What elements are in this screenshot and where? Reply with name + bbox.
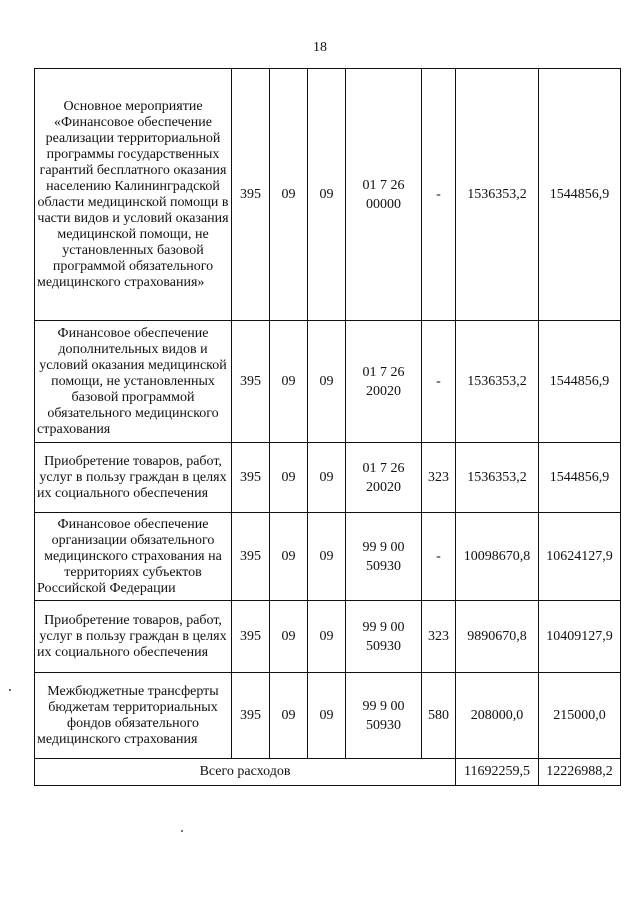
- target-code-line-1: 99 9 00: [362, 619, 405, 635]
- total-label: Всего расходов: [35, 759, 456, 786]
- row-name: Финансовое обеспечение организации обязательного медицинского страхования на территориях субъектов Российской Федерации: [35, 513, 232, 601]
- target-code-line-1: 01 7 26: [362, 460, 405, 476]
- expense-type-code: 323: [422, 601, 456, 673]
- subsection-code: 09: [308, 443, 346, 513]
- section-code: 09: [270, 321, 308, 443]
- scan-speck: [181, 830, 183, 832]
- sum-year-1: 1536353,2: [456, 443, 539, 513]
- section-code: 09: [270, 443, 308, 513]
- target-article-code: [346, 321, 422, 443]
- row-name: Приобретение товаров, работ, услуг в пользу граждан в целях их социального обеспечения: [35, 601, 232, 673]
- total-row: [35, 759, 621, 786]
- row-name: Межбюджетные трансферты бюджетам территориальных фондов обязательного медицинского страхования: [35, 673, 232, 759]
- section-code: 09: [270, 69, 308, 321]
- target-code-line-1: 01 7 26: [362, 364, 405, 380]
- subsection-code: 09: [308, 601, 346, 673]
- ministry-code: 395: [232, 69, 270, 321]
- row-name: Финансовое обеспечение дополнительных видов и условий оказания медицинской помощи, не установленных базовой программой обязательного медицинского страхования: [35, 321, 232, 443]
- page-number: 18: [313, 40, 327, 55]
- ministry-code: 395: [232, 321, 270, 443]
- ministry-code: 395: [232, 513, 270, 601]
- ministry-code: 395: [232, 673, 270, 759]
- sum-year-2: 1544856,9: [539, 321, 621, 443]
- target-article-code: [346, 443, 422, 513]
- total-sum-year-1: 11692259,5: [456, 759, 539, 786]
- target-code-line-2: 50930: [366, 717, 401, 733]
- table-row: [35, 443, 621, 513]
- budget-expenses-table: [34, 68, 621, 786]
- scan-speck: [9, 689, 11, 691]
- table-row: [35, 69, 621, 321]
- subsection-code: 09: [308, 513, 346, 601]
- target-article-code: [346, 601, 422, 673]
- target-code-line-2: 20020: [366, 383, 401, 399]
- expense-type-code: -: [422, 321, 456, 443]
- target-code-line-1: 99 9 00: [362, 539, 405, 555]
- target-article-code: [346, 673, 422, 759]
- table-row: [35, 601, 621, 673]
- sum-year-2: 1544856,9: [539, 69, 621, 321]
- target-code-line-2: 20020: [366, 479, 401, 495]
- ministry-code: 395: [232, 443, 270, 513]
- expense-type-code: -: [422, 69, 456, 321]
- table-row: [35, 321, 621, 443]
- expense-type-code: 323: [422, 443, 456, 513]
- subsection-code: 09: [308, 69, 346, 321]
- row-name: Приобретение товаров, работ, услуг в пользу граждан в целях их социального обеспечения: [35, 443, 232, 513]
- target-code-line-1: 99 9 00: [362, 698, 405, 714]
- subsection-code: 09: [308, 673, 346, 759]
- target-code-line-1: 01 7 26: [362, 177, 405, 193]
- sum-year-2: 1544856,9: [539, 443, 621, 513]
- sum-year-1: 10098670,8: [456, 513, 539, 601]
- section-code: 09: [270, 513, 308, 601]
- expense-type-code: -: [422, 513, 456, 601]
- target-code-line-2: 50930: [366, 558, 401, 574]
- expense-type-code: 580: [422, 673, 456, 759]
- target-article-code: [346, 69, 422, 321]
- sum-year-1: 208000,0: [456, 673, 539, 759]
- target-article-code: [346, 513, 422, 601]
- table-row: [35, 673, 621, 759]
- sum-year-2: 10624127,9: [539, 513, 621, 601]
- ministry-code: 395: [232, 601, 270, 673]
- sum-year-2: 10409127,9: [539, 601, 621, 673]
- sum-year-1: 9890670,8: [456, 601, 539, 673]
- section-code: 09: [270, 673, 308, 759]
- table-row: [35, 513, 621, 601]
- target-code-line-2: 00000: [366, 196, 401, 212]
- row-name: Основное мероприятие «Финансовое обеспечение реализации территориальной программы государственных гарантий бесплатного оказания населению Калининградской области медицинской помощи в части видов и условий оказания медицинской помощи, не установленных базовой программой обязательного медицинского страхования»: [35, 69, 232, 321]
- section-code: 09: [270, 601, 308, 673]
- sum-year-1: 1536353,2: [456, 69, 539, 321]
- sum-year-2: 215000,0: [539, 673, 621, 759]
- sum-year-1: 1536353,2: [456, 321, 539, 443]
- total-sum-year-2: 12226988,2: [539, 759, 621, 786]
- subsection-code: 09: [308, 321, 346, 443]
- target-code-line-2: 50930: [366, 638, 401, 654]
